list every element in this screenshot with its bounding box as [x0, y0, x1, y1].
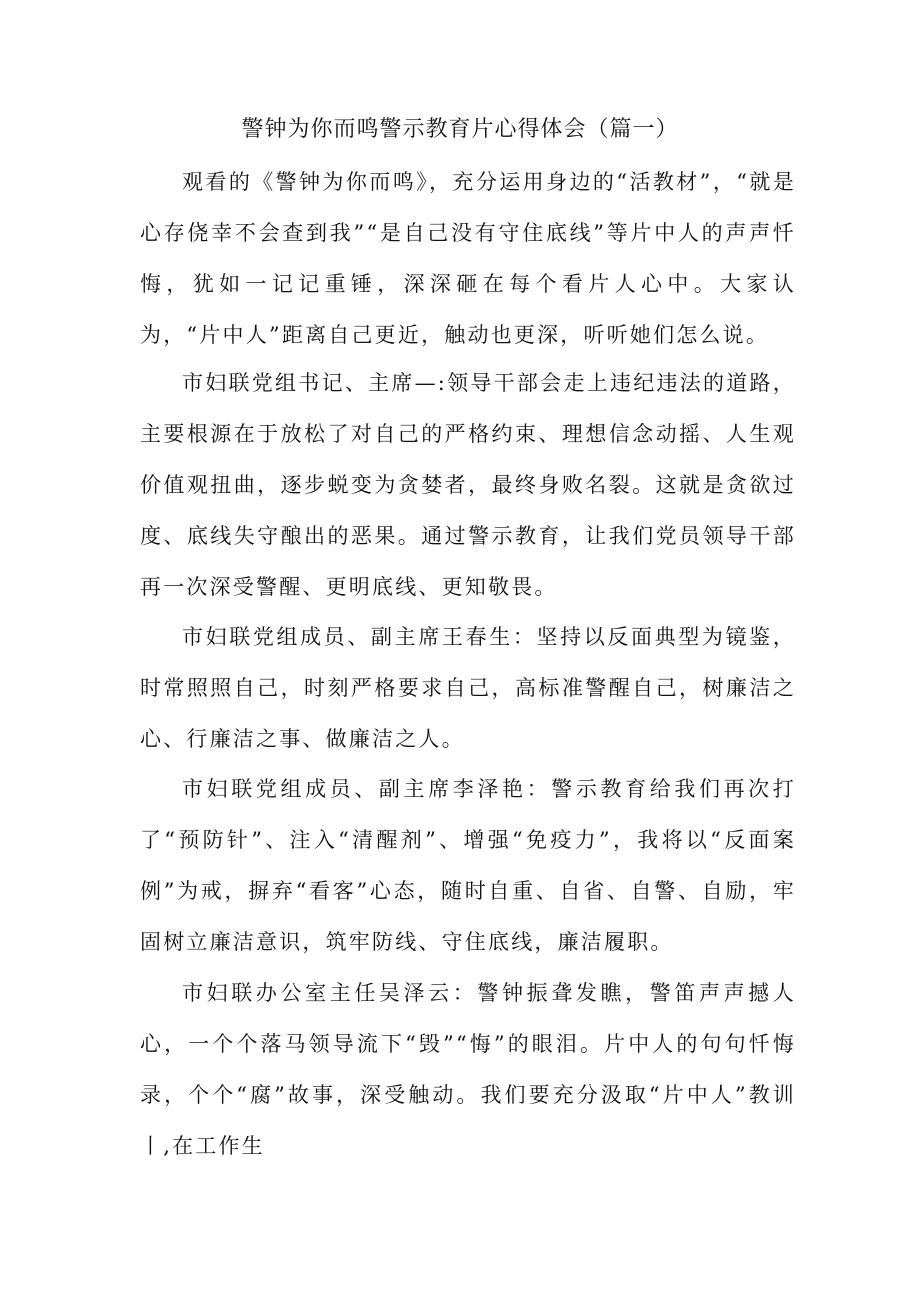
- paragraph-li-zeyan-remarks: 市妇联党组成员、副主席李泽艳：警示教育给我们再次打了“预防针”、注入“清醒剂”、增强“免疫力”，我将以“反面案例”为戒，摒弃“看客”心态，随时自重、自省、自警、自励，牢固树立廉洁意识，筑牢防线、守住底线，廉洁履职。: [140, 777, 796, 954]
- paragraph-intro: 观看的《警钟为你而鸣》，充分运用身边的“活教材”，“就是心存侥幸不会查到我”“是自己没有守住底线”等片中人的声声忏悔，犹如一记记重锤，深深砸在每个看片人心中。大家认为，“片中人”距离自己更近，触动也更深，听听她们怎么说。: [140, 170, 796, 347]
- document-title: 警钟为你而鸣警示教育片心得体会（篇一）: [241, 117, 679, 142]
- paragraph-chair-remarks: 市妇联党组书记、主席—:领导干部会走上违纪违法的道路，主要根源在于放松了对自己的严格约束、理想信念动摇、人生观价值观扭曲，逐步蜕变为贪婪者，最终身败名裂。这就是贪欲过度、底线失守酿出的恶果。通过警示教育，让我们党员领导干部再一次深受警醒、更明底线、更知敬畏。: [140, 371, 796, 599]
- paragraph-wang-chunsheng-remarks: 市妇联党组成员、副主席王春生：坚持以反面典型为镜鉴，时常照照自己，时刻严格要求自己，高标准警醒自己，树廉洁之心、行廉洁之事、做廉洁之人。: [140, 625, 796, 751]
- paragraph-wu-zeyun-remarks: 市妇联办公室主任吴泽云：警钟振聋发瞧，警笛声声撼人心，一个个落马领导流下“毁”“悔”的眼泪。片中人的句句忏悔录，个个“腐”故事，深受触动。我们要充分汲取“片中人”教训丨,在工作生: [140, 981, 796, 1158]
